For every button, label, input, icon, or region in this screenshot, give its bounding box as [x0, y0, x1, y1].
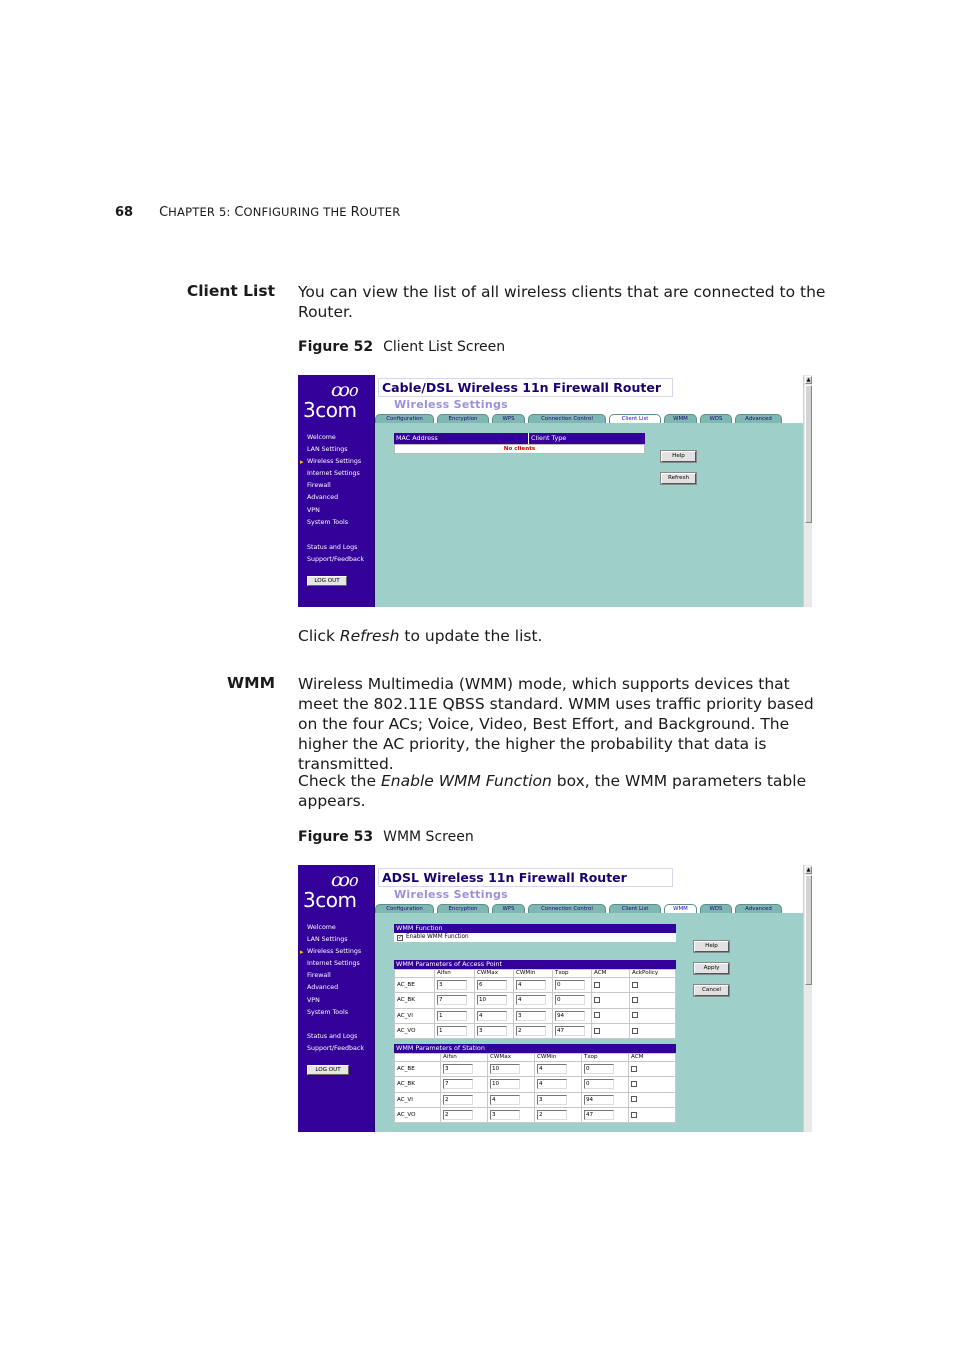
table-row: AC_VI 1 4 3 94 [395, 1008, 676, 1023]
chapter-initial-c: C [234, 205, 244, 220]
station-params-box [394, 1044, 676, 1123]
scroll-up-icon[interactable]: ▲ [806, 867, 811, 873]
scroll-thumb[interactable] [805, 875, 812, 985]
ap-col-acm: ACM [592, 970, 630, 978]
ap-vi-cwmax-input[interactable]: 4 [477, 1011, 507, 1021]
client-list-text: You can view the list of all wireless clients that are connected to the Router. [298, 283, 826, 321]
nav-welcome[interactable]: Welcome [307, 434, 336, 441]
ap-bk-ackpolicy-checkbox[interactable] [632, 997, 638, 1003]
page-header [115, 205, 400, 220]
wmm-function-bar: WMM Function [394, 924, 676, 933]
help-button[interactable]: Help [694, 941, 729, 952]
sta-vi-aifsn-input[interactable]: 2 [443, 1095, 473, 1105]
chapter-initial-r: R [350, 205, 360, 220]
figure-53-number: Figure 53 [298, 829, 374, 845]
enable-wmm-checkbox[interactable]: ✓ [398, 935, 403, 941]
figure-52-title: Client List Screen [383, 339, 506, 355]
nav-internet-settings[interactable]: Internet Settings [307, 470, 360, 478]
ap-be-aifsn-input[interactable]: 3 [437, 980, 467, 990]
sta-col-cwmax: CWMax [488, 1054, 535, 1062]
tab-wds[interactable]: WDS [700, 904, 732, 913]
help-button[interactable]: Help [661, 451, 696, 462]
tab-wps[interactable]: WPS [492, 904, 525, 913]
sta-col-aifsn: Aifsn [441, 1054, 488, 1062]
router-sidebar [298, 865, 375, 1132]
table-row: AC_BK 7 10 4 0 [395, 1077, 676, 1092]
client-table [394, 433, 645, 454]
router-nav [307, 432, 373, 529]
ap-vo-cwmin-input[interactable]: 2 [516, 1026, 546, 1036]
sta-bk-cwmin-input[interactable]: 4 [537, 1079, 567, 1089]
client-list-screenshot [298, 375, 812, 607]
ap-bk-acm-checkbox[interactable] [594, 997, 600, 1003]
sta-be-acm-checkbox[interactable] [631, 1066, 637, 1072]
station-params-bar: WMM Parameters of Station [394, 1044, 676, 1053]
router-subtitle: Wireless Settings [394, 398, 508, 411]
sta-col-txop: Txop [582, 1054, 629, 1062]
client-table-header [394, 433, 645, 444]
ap-be-cwmax-input[interactable]: 6 [477, 980, 507, 990]
ap-bk-cwmax-input[interactable]: 10 [477, 995, 507, 1005]
refresh-term: Refresh [339, 627, 400, 645]
sta-vi-acm-checkbox[interactable] [631, 1096, 637, 1102]
router-nav-secondary [307, 1031, 373, 1055]
nav-advanced[interactable]: Advanced [307, 984, 339, 992]
sta-be-aifsn-input[interactable]: 3 [443, 1064, 473, 1074]
tab-configuration[interactable]: Configuration [375, 414, 434, 423]
ap-bk-cwmin-input[interactable]: 4 [516, 995, 546, 1005]
sta-be-txop-input[interactable]: 0 [584, 1064, 614, 1074]
tab-connection-control[interactable]: Connection Control [528, 414, 606, 423]
sta-be-cwmax-input[interactable]: 10 [490, 1064, 520, 1074]
nav-status-and-logs[interactable]: Status and Logs [307, 544, 358, 551]
tab-encryption[interactable]: Encryption [437, 904, 489, 913]
wmm-screenshot [298, 865, 812, 1132]
tab-wps[interactable]: WPS [492, 414, 525, 423]
wmm-check-instruction: Check the Enable WMM Function box, the WMM parameters table appears. [298, 772, 807, 810]
logout-button[interactable]: LOG OUT [307, 576, 347, 586]
ap-vi-acm-checkbox[interactable] [594, 1012, 600, 1018]
nav-status-and-logs[interactable]: Status and Logs [307, 1033, 358, 1040]
sta-vo-aifsn-input[interactable]: 2 [443, 1110, 473, 1120]
cancel-button[interactable]: Cancel [694, 985, 729, 996]
figure-52-number: Figure 52 [298, 339, 374, 355]
table-row: AC_VI 2 4 3 94 [395, 1092, 676, 1107]
ap-col-cwmin: CWMin [514, 970, 553, 978]
router-subtitle: Wireless Settings [394, 888, 508, 901]
router-sidebar [298, 375, 375, 607]
ap-be-ackpolicy-checkbox[interactable] [632, 982, 638, 988]
chapter-text: HAPTER 5: [168, 205, 235, 219]
tab-configuration[interactable]: Configuration [375, 904, 434, 913]
ap-vo-ackpolicy-checkbox[interactable] [632, 1028, 638, 1034]
ap-col-txop: Txop [553, 970, 592, 978]
sta-be-cwmin-input[interactable]: 4 [537, 1064, 567, 1074]
ap-be-acm-checkbox[interactable] [594, 982, 600, 988]
refresh-instruction: Click Refresh to update the list. [298, 627, 543, 645]
enable-wmm-row [394, 933, 676, 942]
wmm-text: Wireless Multimedia (WMM) mode, which supports devices that meet the 802.11E QBSS standard. WMM uses traffic priority based on the four ACs; Voice, Video, Best Effort, and Background. The higher the AC priority, the higher the probability that data is transmitted. [298, 675, 814, 773]
station-header-row [395, 1054, 676, 1062]
nav-lan-settings[interactable]: LAN Settings [307, 446, 348, 454]
ap-vi-cwmin-input[interactable]: 3 [516, 1011, 546, 1021]
router-title: ADSL Wireless 11n Firewall Router [378, 868, 673, 887]
router-nav [307, 922, 373, 1019]
chapter-text-3: OUTER [359, 205, 401, 219]
tab-wmm[interactable]: WMM [664, 414, 697, 423]
enable-wmm-label: Enable WMM Function [406, 934, 469, 940]
nav-support-feedback[interactable]: Support/Feedback [307, 556, 365, 564]
ap-col-ackpolicy: AckPolicy [630, 970, 676, 978]
sta-vi-cwmin-input[interactable]: 3 [537, 1095, 567, 1105]
sta-vo-cwmin-input[interactable]: 2 [537, 1110, 567, 1120]
sta-bk-acm-checkbox[interactable] [631, 1081, 637, 1087]
ap-vo-acm-checkbox[interactable] [594, 1028, 600, 1034]
ap-params-box [394, 960, 676, 1039]
nav-system-tools[interactable]: System Tools [307, 518, 348, 526]
ap-col-cwmax: CWMax [475, 970, 514, 978]
tab-client-list[interactable]: Client List [609, 414, 661, 423]
nav-lan-settings[interactable]: LAN Settings [307, 936, 348, 944]
router-nav-secondary [307, 542, 373, 566]
station-params-table [394, 1053, 676, 1123]
scrollbar[interactable] [803, 375, 812, 607]
tab-wds[interactable]: WDS [700, 414, 732, 423]
figure-53-title: WMM Screen [383, 829, 474, 845]
sta-vi-txop-input[interactable]: 94 [584, 1095, 614, 1105]
nav-firewall[interactable]: Firewall [307, 482, 331, 490]
nav-support-feedback[interactable]: Support/Feedback [307, 1045, 365, 1053]
refresh-button[interactable]: Refresh [661, 473, 696, 484]
ap-vi-ackpolicy-checkbox[interactable] [632, 1012, 638, 1018]
3com-logo: ꝏ᧐ 3com [303, 869, 357, 912]
page-number: 68 [115, 205, 134, 220]
sta-bk-cwmax-input[interactable]: 10 [490, 1079, 520, 1089]
tab-advanced[interactable]: Advanced [735, 414, 782, 423]
nav-wireless-settings[interactable]: ▸ Wireless Settings [307, 456, 373, 468]
ap-vo-cwmax-input[interactable]: 3 [477, 1026, 507, 1036]
sta-vi-cwmax-input[interactable]: 4 [490, 1095, 520, 1105]
ap-bk-txop-input[interactable]: 0 [555, 995, 585, 1005]
table-row: AC_VO 2 3 2 47 [395, 1107, 676, 1122]
nav-advanced[interactable]: Advanced [307, 494, 339, 502]
wmm-heading: WMM [227, 674, 275, 692]
sta-vo-cwmax-input[interactable]: 3 [490, 1110, 520, 1120]
ap-be-cwmin-input[interactable]: 4 [516, 980, 546, 990]
sta-vo-txop-input[interactable]: 47 [584, 1110, 614, 1120]
sta-vo-acm-checkbox[interactable] [631, 1112, 637, 1118]
nav-system-tools[interactable]: System Tools [307, 1008, 348, 1016]
ap-vo-aifsn-input[interactable]: 1 [437, 1026, 467, 1036]
tab-connection-control[interactable]: Connection Control [528, 904, 606, 913]
sta-col-cwmin: CWMin [535, 1054, 582, 1062]
ap-vi-txop-input[interactable]: 94 [555, 1011, 585, 1021]
ap-vo-txop-input[interactable]: 47 [555, 1026, 585, 1036]
wmm-function-box [394, 924, 676, 942]
logout-button[interactable]: LOG OUT [307, 1065, 349, 1075]
ap-vi-aifsn-input[interactable]: 1 [437, 1011, 467, 1021]
nav-internet-settings[interactable]: Internet Settings [307, 960, 360, 968]
chapter-initial: C [159, 205, 169, 220]
table-row: AC_BK 7 10 4 0 [395, 993, 676, 1008]
no-clients-row: No clients [394, 444, 645, 454]
tab-encryption[interactable]: Encryption [437, 414, 489, 423]
tab-client-list[interactable]: Client List [609, 904, 661, 913]
sta-bk-txop-input[interactable]: 0 [584, 1079, 614, 1089]
table-row: AC_BE 3 6 4 0 [395, 978, 676, 993]
client-list-heading: Client List [186, 282, 275, 300]
chapter-text-2: ONFIGURING THE [243, 205, 351, 219]
sta-col-acm: ACM [629, 1054, 676, 1062]
nav-welcome[interactable]: Welcome [307, 924, 336, 931]
ap-be-txop-input[interactable]: 0 [555, 980, 585, 990]
nav-wireless-settings[interactable]: ▸ Wireless Settings [307, 946, 373, 958]
col-client-type: Client Type [531, 434, 567, 442]
scroll-thumb[interactable] [805, 385, 812, 523]
ap-params-table [394, 969, 676, 1039]
ap-params-bar: WMM Parameters of Access Point [394, 960, 676, 969]
3com-logo: ꝏ᧐ 3com [303, 379, 357, 422]
figure-53-caption [298, 829, 474, 845]
table-row: AC_VO 1 3 2 47 [395, 1023, 676, 1038]
table-row: AC_BE 3 10 4 0 [395, 1062, 676, 1077]
ap-bk-aifsn-input[interactable]: 7 [437, 995, 467, 1005]
scrollbar[interactable] [803, 865, 812, 1132]
router-title: Cable/DSL Wireless 11n Firewall Router [378, 378, 673, 397]
tab-wmm[interactable]: WMM [664, 904, 697, 913]
sta-bk-aifsn-input[interactable]: 7 [443, 1079, 473, 1089]
nav-firewall[interactable]: Firewall [307, 972, 331, 980]
figure-52-caption [298, 339, 505, 355]
nav-vpn[interactable]: VPN [307, 506, 320, 514]
scroll-up-icon[interactable]: ▲ [806, 377, 811, 383]
ap-col-aifsn: Aifsn [435, 970, 475, 978]
settings-tabs [375, 414, 785, 424]
tab-advanced[interactable]: Advanced [735, 904, 782, 913]
apply-button[interactable]: Apply [694, 963, 729, 974]
col-mac-address: MAC Address [394, 433, 529, 444]
settings-tabs [375, 904, 785, 914]
enable-wmm-term: Enable WMM Function [380, 772, 552, 790]
nav-vpn[interactable]: VPN [307, 996, 320, 1004]
ap-header-row [395, 970, 676, 978]
